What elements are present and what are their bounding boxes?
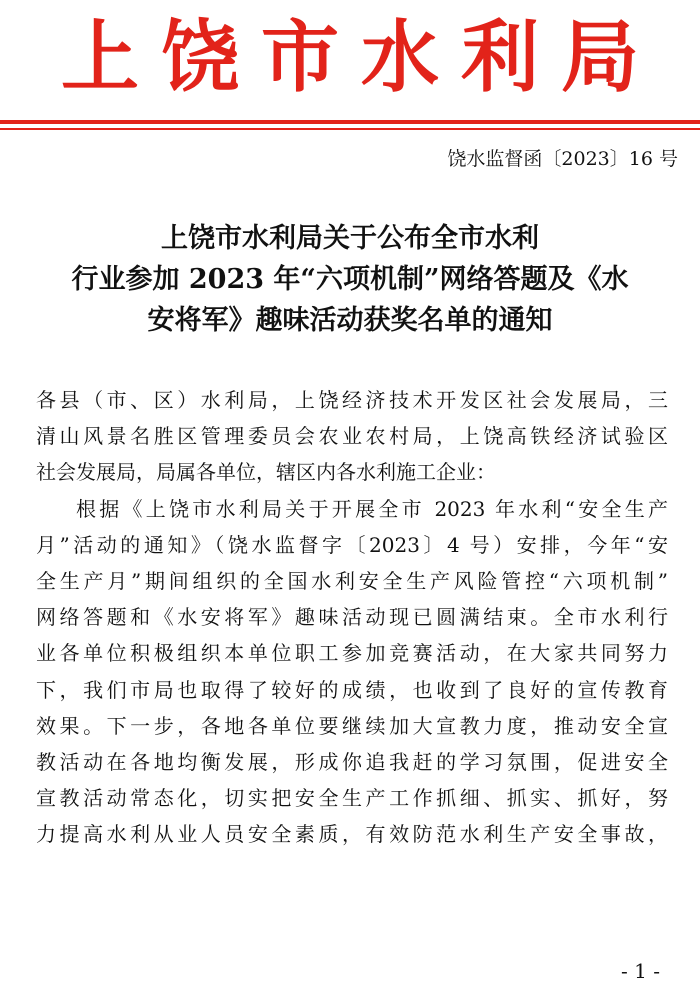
page-number: - 1 -	[621, 959, 660, 983]
body-line: 下，我们市局也取得了较好的成绩，也收到了良好的宣传教育	[36, 677, 668, 702]
body-line: 根据《上饶市水利局关于开展全市 2023 年水利“安全生产	[76, 496, 668, 521]
body-line: 全生产月”期间组织的全国水利安全生产风险管控“六项机制”	[36, 568, 668, 593]
body-line: 清山风景名胜区管理委员会农业农村局，上饶高铁经济试验区	[36, 424, 668, 449]
document-body	[36, 382, 668, 852]
title-line: 上饶市水利局关于公布全市水利	[161, 223, 539, 254]
masthead-rule-thick	[0, 120, 700, 124]
body-line: 业各单位积极组织本单位职工参加竞赛活动，在大家共同努力	[36, 641, 668, 666]
title-line: 行业参加 2023 年“六项机制”网络答题及《水	[71, 264, 629, 295]
title-line: 安将军》趣味活动获奖名单的通知	[147, 305, 553, 336]
body-line: 宣教活动常态化，切实把安全生产工作抓细、抓实、抓好，努	[36, 786, 668, 811]
masthead-rule-thin	[0, 128, 700, 130]
body-line: 社会发展局，局属各单位，辖区内各水利施工企业：	[36, 460, 496, 485]
body-line: 网络答题和《水安将军》趣味活动现已圆满结束。全市水利行	[36, 605, 668, 630]
masthead-org-name: 上饶市水利局	[60, 13, 661, 103]
addressees	[36, 382, 668, 491]
paragraph	[36, 491, 668, 853]
body-line: 力提高水利从业人员安全素质，有效防范水利生产安全事故，	[36, 822, 668, 847]
body-line: 月”活动的通知》（饶水监督字〔2023〕4 号）安排，今年“安	[36, 532, 668, 557]
body-line: 教活动在各地均衡发展，形成你追我赶的学习氛围，促进安全	[36, 749, 668, 774]
body-line: 各县（市、区）水利局，上饶经济技术开发区社会发展局，三	[36, 388, 668, 412]
document-title	[40, 218, 660, 341]
document-number: 饶水监督函〔2023〕16 号	[447, 148, 678, 170]
body-line: 效果。下一步，各地各单位要继续加大宣教力度，推动安全宣	[36, 713, 668, 738]
